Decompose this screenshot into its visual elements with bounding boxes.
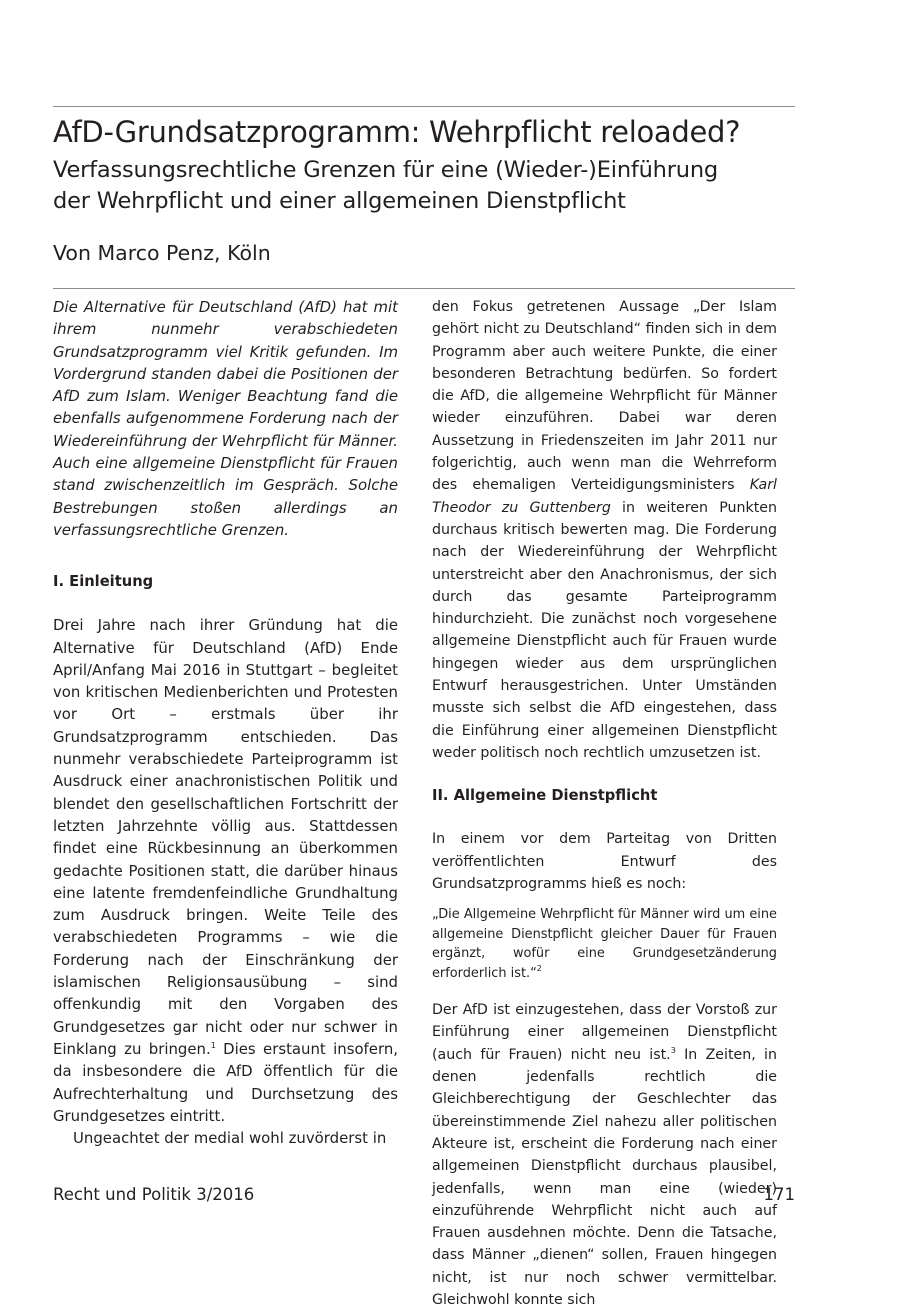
journal-footer: Recht und Politik 3/2016 [53, 1185, 255, 1204]
left-column [53, 296, 398, 1149]
abstract: Die Alternative für Deutschland (AfD) hat mit ihrem nunmehr verabschiedeten Grundsatzprogramm viel Kritik gefunden. Im Vordergrund standen dabei die Positionen der AfD zum Islam. Weniger Beachtung fand die ebenfalls aufgenommene Forderung nach der Wiedereinführung der Wehrpflicht für Männer. Auch eine allgemeine Dienstpflicht für Frauen stand zwischenzeitlich im Gespräch. Solche Bestrebungen stoßen allerdings an verfassungsrechtliche Grenzen. [53, 298, 398, 539]
block-quote: „Die Allgemeine Wehrpflicht für Männer wird um eine allgemeine Dienstpflicht gleicher Dauer für Frauen ergänzt, wofür eine Grundgesetzänderung erforderlich ist.“$^2$ [432, 907, 777, 981]
paragraph-einleitung-2: Ungeachtet der medial wohl zuvörderst in [73, 1129, 387, 1148]
article-title: AfD-Grundsatzprogramm: Wehrpflicht reloaded? [53, 115, 741, 149]
paragraph-einleitung-1: Drei Jahre nach ihrer Gründung hat die Alternative für Deutschland (AfD) Ende April/Anfang Mai 2016 in Stuttgart – begleitet von kritischen Medienberichten und Protesten vor Ort – erstmals über ihr Grundsatzprogramm entschieden. Das nunmehr verabschiedete Parteiprogramm ist Ausdruck einer anachronistischen Politik und blendet den gesellschaftlichen Fortschritt der letzten Jahrzehnte völlig aus. Stattdessen findet eine Rückbesinnung an überkommen gedachte Positionen statt, die darüber hinaus eine latente fremdenfeindliche Grundhaltung zum Ausdruck bringen. Weite Teile des verabschiedeten Programms – wie die Forderung nach der Einschränkung der islamischen Religionsausübung – sind offenkundig mit den Vorgaben des Grundgesetzes gar nicht oder nur schwer in Einklang zu bringen.$^1$ Dies erstaunt insofern, da insbesondere die AfD öffentlich für die Aufrechterhaltung und Durchsetzung des Grundgesetzes eintritt. [53, 616, 398, 1125]
section-heading-dienstpflicht: II. Allgemeine Dienstpflicht [432, 787, 658, 805]
paragraph-einleitung-2-continued: den Fokus getretenen Aussage „Der Islam gehört nicht zu Deutschland“ finden sich in dem Programm aber auch weitere Punkte, die einer besonderen Betrachtung bedürfen. So fordert die AfD, die allgemeine Wehrpflicht für Männer wieder einzuführen. Dabei war deren Aussetzung in Friedenszeiten im Jahr 2011 nur folgerichtig, auch wenn man die Wehrreform des ehemaligen Verteidigungsministers Karl Theodor zu Guttenberg in weiteren Punkten durchaus kritisch bewerten mag. Die Forderung nach der Wiedereinführung der Wehrpflicht unterstreicht aber den Anachronismus, der sich durch das gesamte Parteiprogramm hindurchzieht. Die zunächst noch vorgesehene allgemeine Dienstpflicht auch für Frauen wurde hingegen wieder aus dem ursprünglichen Entwurf herausgestrichen. Unter Umständen musste sich selbst die AfD eingestehen, dass die Einführung einer allgemeinen Dienstpflicht weder politisch noch rechtlich umzusetzen ist. [432, 299, 777, 761]
article-subtitle [53, 155, 813, 217]
right-column [432, 296, 777, 1311]
subtitle-line-1: Verfassungsrechtliche Grenzen für eine (Wieder-)Einführung [53, 157, 718, 183]
section-heading-einleitung: I. Einleitung [53, 573, 154, 591]
top-divider [53, 106, 795, 107]
paragraph-dienstpflicht-1: In einem vor dem Parteitag von Dritten veröffentlichten Entwurf des Grundsatzprogramms hieß es noch: [432, 831, 777, 892]
page-number: 171 [763, 1185, 795, 1204]
footnote-ref-1[interactable]: 1 [210, 1040, 216, 1050]
paragraph-dienstpflicht-2: Der AfD ist einzugestehen, dass der Vorstoß zur Einführung einer allgemeinen Dienstpflicht (auch für Frauen) nicht neu ist.$^3$ In Zeiten, in denen jedenfalls rechtlich die Gleichberechtigung der Geschlechter das übereinstimmende Ziel nahezu aller politischen Akteure ist, erscheint die Forderung nach einer allgemeinen Dienstpflicht durchaus plausibel, jedenfalls, wenn man eine (wieder) einzuführende Wehrpflicht nicht auch auf Frauen ausdehnen möchte. Denn die Tatsache, dass Männer „dienen“ sollen, Frauen hingegen nicht, ist nur noch schwer vermittelbar. Gleichwohl konnte sich [432, 1002, 777, 1308]
footnote-ref-2[interactable]: 2 [536, 963, 542, 973]
header-divider [53, 288, 795, 289]
footnote-ref-3[interactable]: 3 [670, 1045, 676, 1055]
subtitle-line-2: der Wehrpflicht und einer allgemeinen Dienstpflicht [53, 188, 626, 214]
author-line: Von Marco Penz, Köln [53, 241, 271, 265]
